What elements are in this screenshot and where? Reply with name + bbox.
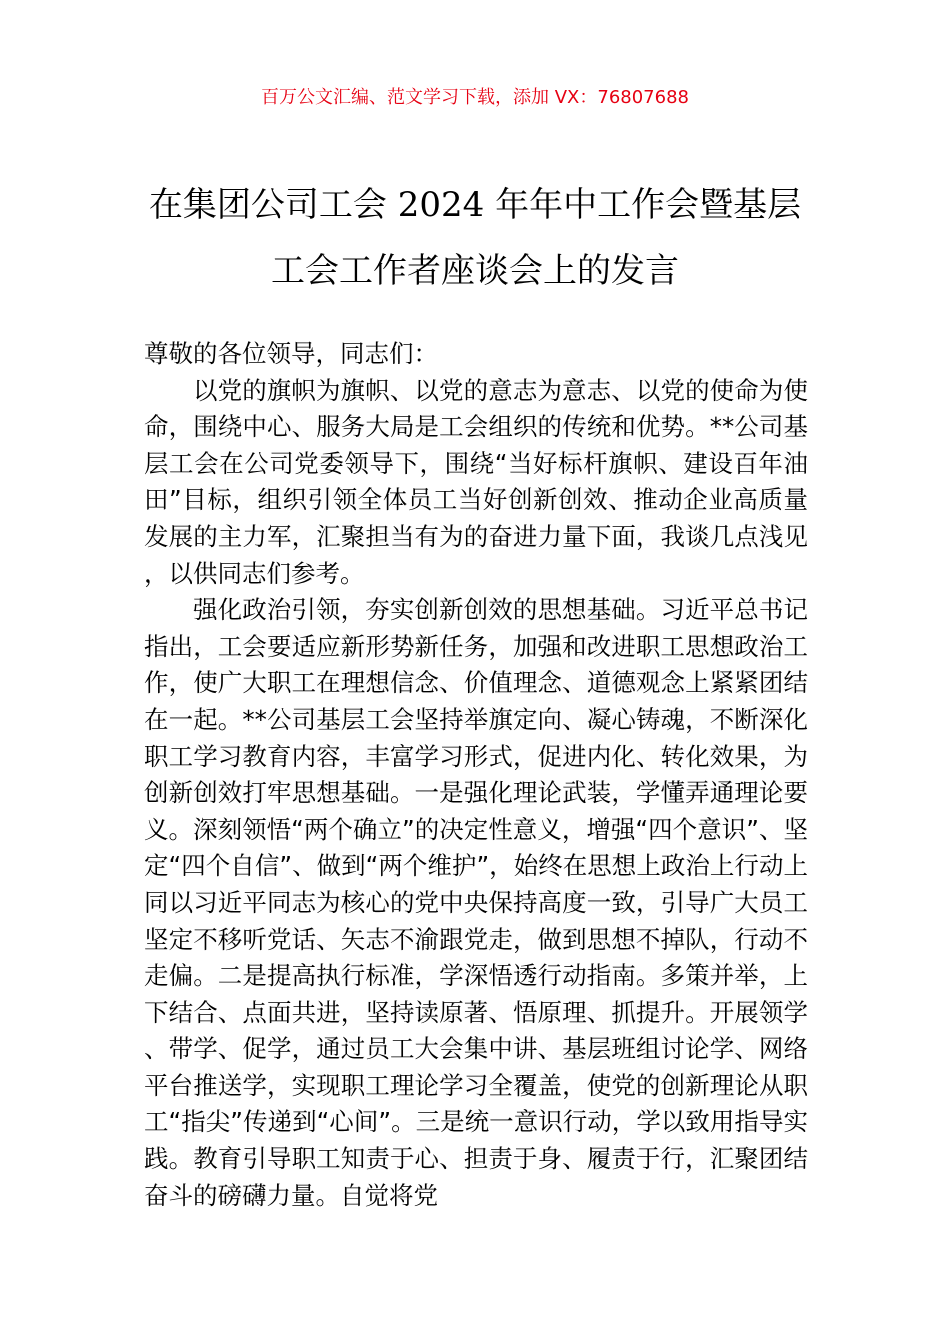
salutation: 尊敬的各位领导，同志们： [144,339,438,368]
paragraph-political-guidance: 强化政治引领，夯实创新创效的思想基础。习近平总书记指出，工会要适应新形势新任务，加强和改进职工思想政治工作，使广大职工在理想信念、价值理念、道德观念上紧紧团结在一起。**公司基层工会坚持举旗定向、凝心铸魂，不断深化职工学习教育内容，丰富学习形式，促进内化、转化效果，为创新创效打牢思想基础。一是强化理论武装，学懂弄通理论要义。深刻领悟“两个确立”的决定性意义，增强“四个意识”、坚定“四个自信”、做到“两个维护”，始终在思想上政治上行动上同以习近平同志为核心的党中央保持高度一致，引导广大员工坚定不移听党话、矢志不渝跟党走，做到思想不掉队，行动不走偏。二是提高执行标准，学深悟透行动指南。多策并举，上下结合、点面共进，坚持读原著、悟原理、抓提升。开展领学、带学、促学，通过员工大会集中讲、基层班组讨论学、网络平台推送学，实现职工理论学习全覆盖，使党的创新理论从职工“指尖”传递到“心间”。三是统一意识行动，学以致用指导实践。教育引导职工知责于心、担责于身、履责于行，汇聚团结奋斗的磅礴力量。自觉将党 [144,595,808,1210]
document-title-line-2: 工会工作者座谈会上的发言 [271,251,679,291]
watermark-banner: 百万公文汇编、范文学习下载，添加 VX：76807688 [261,87,689,108]
document-title-line-1: 在集团公司工会 2024 年年中工作会暨基层 [148,185,802,225]
document-body [144,336,808,1214]
paragraph-intro: 以党的旗帜为旗帜、以党的意志为意志、以党的使命为使命，围绕中心、服务大局是工会组织的传统和优势。**公司基层工会在公司党委领导下，围绕“当好标杆旗帜、建设百年油田”目标，组织引领全体员工当好创新创效、推动企业高质量发展的主力军，汇聚担当有为的奋进力量下面，我谈几点浅见，以供同志们参考。 [144,375,808,588]
